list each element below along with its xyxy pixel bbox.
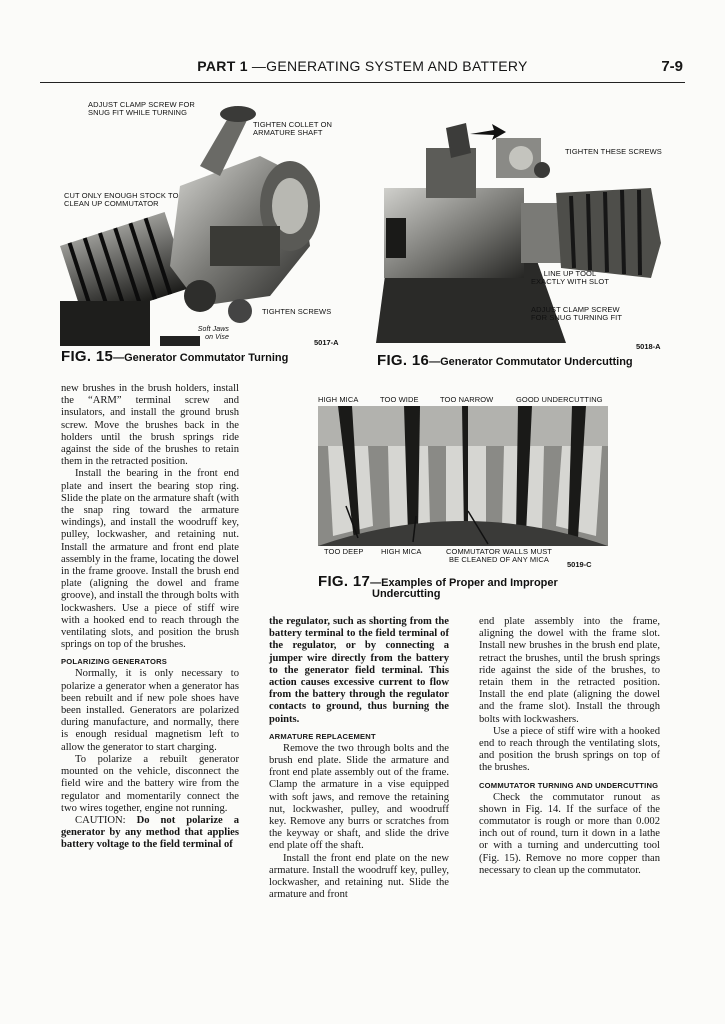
fig16-caption [377,352,633,369]
fig15-label-screws: TIGHTEN SCREWS [262,307,332,316]
caution-text: Do not polarize a generator by any method that applies battery voltage to the field terminal of [61,814,240,851]
fig17-caption-line2: Undercutting [372,588,441,600]
heading-polarizing-generators: POLARIZING GENERATORS [61,657,168,667]
column-3 [479,616,660,877]
col1-paragraph-3: Normally, it is only necessary to polarize a generator when a generator has been rebuilt and if new pole shoes have been installed. Generators are polarized during manufacture, and normally, there is enough residual magnetism left to allow the generator to start charging. [61,668,239,753]
fig17-label-top-2: TOO WIDE [380,395,419,404]
fig16-code: 5018-A [636,342,661,351]
fig15-label-clamp: ADJUST CLAMP SCREW FOR SNUG FIT WHILE TURNING [88,100,195,117]
fig16-number: FIG. 16 [377,352,430,369]
col2-caution-continued: the regulator, such as shorting from the battery terminal to the field terminal of the regulator, or by connecting a jumper wire directly from the battery to the generator field terminal. This action causes excessive current to flow from the battery through the regulator contacts to ground, thus burning the points. [269,616,449,725]
col3-paragraph-1: end plate assembly into the frame, aligning the dowel with the frame slot. Install new brushes in the brush end plate, retract the brushes, until the brush springs ride against the side of the brushes, to retain them in the retracted position. Install the end plate (aligning the dowel and the frame slot). Install the through bolts with lockwashers. [479,616,660,725]
column-1 [61,383,239,852]
fig16-label-screws: TIGHTEN THESE SCREWS [565,147,662,156]
col3-paragraph-3: Check the commutator runout as shown in Fig. 14. If the surface of the commutator is rough or more than 0.002 inch out of round, turn it down in a lathe or with a turning and undercutting tool (Fig. 15). Remove no more copper than necessary to clean up the commutator. [479,791,660,876]
col1-paragraph-2: Install the bearing in the front end plate and insert the bearing stop ring. Slide the plate on the armature shaft (with the snap ring toward the armature windings), and install the woodruff key, pulley, lockwasher, and retaining nut. Install the armature and front end plate assembly in the frame, locating the dowel in the frame groove. Install the brush end plate (aligning the dowel and frame groove), and install the through bolts with lockwashers. Use a piece of stiff wire with a hooked end to reach through the ventilating slots, and position the brush springs on top of the brushes. [61,468,240,651]
heading-commutator-turning: COMMUTATOR TURNING AND UNDERCUTTING [479,780,659,790]
col2-paragraph-3: Install the front end plate on the new armature. Install the woodruff key, pulley, lockwasher, and retaining nut. Slide the armature and front [269,852,449,901]
fig17-label-walls: COMMUTATOR WALLS MUST BE CLEANED OF ANY MICA [446,547,552,564]
col3-paragraph-2: Use a piece of stiff wire with a hooked end to reach through the ventilating slots, and position the brush springs on top of the brushes. [479,725,660,774]
col1-paragraph-1: new brushes in the brush holders, install the “ARM” terminal screw and insulators, and install the ground brush screw. Move the brushes back in the holders until the brush springs ride against the side of the brushes to retain them in the retracted position. [61,383,239,468]
fig16-label-line: LINE UP TOOL EXACTLY WITH SLOT [530,269,610,286]
fig17-photo [318,406,608,546]
col1-caution [61,815,239,852]
fig17-label-mica: HIGH MICA [381,547,422,556]
fig17-number: FIG. 17 [318,573,371,590]
fig17-label-top-1: HIGH MICA [318,395,359,404]
part-title [40,58,685,74]
fig15-caption [61,348,288,365]
fig17-label-top-3: TOO NARROW [440,395,494,404]
fig17-label-deep: TOO DEEP [324,547,364,556]
heading-armature-replacement: ARMATURE REPLACEMENT [269,731,376,741]
fig16-caption-text: —Generator Commutator Undercutting [429,356,633,368]
fig15-label-stock: CUT ONLY ENOUGH STOCK TO CLEAN UP COMMUTATOR [64,191,179,208]
fig17-caption-line1: —Examples of Proper and Improper [370,577,558,589]
fig15-label-jaws: Soft Jaws on Vise [197,326,229,341]
col2-paragraph-1 [269,616,449,726]
caution-label: CAUTION: [75,814,137,826]
fig15-number: FIG. 15 [61,348,114,365]
fig15-label-collet: TIGHTEN COLLET ON ARMATURE SHAFT [253,120,333,137]
page-number: 7-9 [661,58,683,75]
page-header [40,56,685,83]
section-title: —GENERATING SYSTEM AND BATTERY [251,58,528,74]
fig15-code: 5017-A [314,338,339,347]
col1-paragraph-4: To polarize a rebuilt generator mounted on the vehicle, disconnect the field wire and the battery wire from the regulator and momentarily connect the two wires together, engine not running. [61,753,239,814]
column-2 [269,616,449,901]
fig17-label-top-4: GOOD UNDERCUTTING [516,395,603,404]
fig16-arrow-icon [470,124,506,145]
part-number: PART 1 [197,58,248,74]
fig15-caption-text: —Generator Commutator Turning [113,352,289,364]
fig16-label-clamp: ADJUST CLAMP SCREW FOR SNUG TURNING FIT [531,305,623,322]
fig17-code: 5019-C [567,560,592,569]
col2-paragraph-2: Remove the two through bolts and the brush end plate. Slide the armature and front end plate assembly out of the frame. Clamp the armature in a vise equipped with soft jaws, and remove the retaining nut, lockwasher, pulley, and woodruff key. Remove any burrs or scratches from the keyway or shaft, and slide the drive end plate off the shaft. [269,742,449,852]
